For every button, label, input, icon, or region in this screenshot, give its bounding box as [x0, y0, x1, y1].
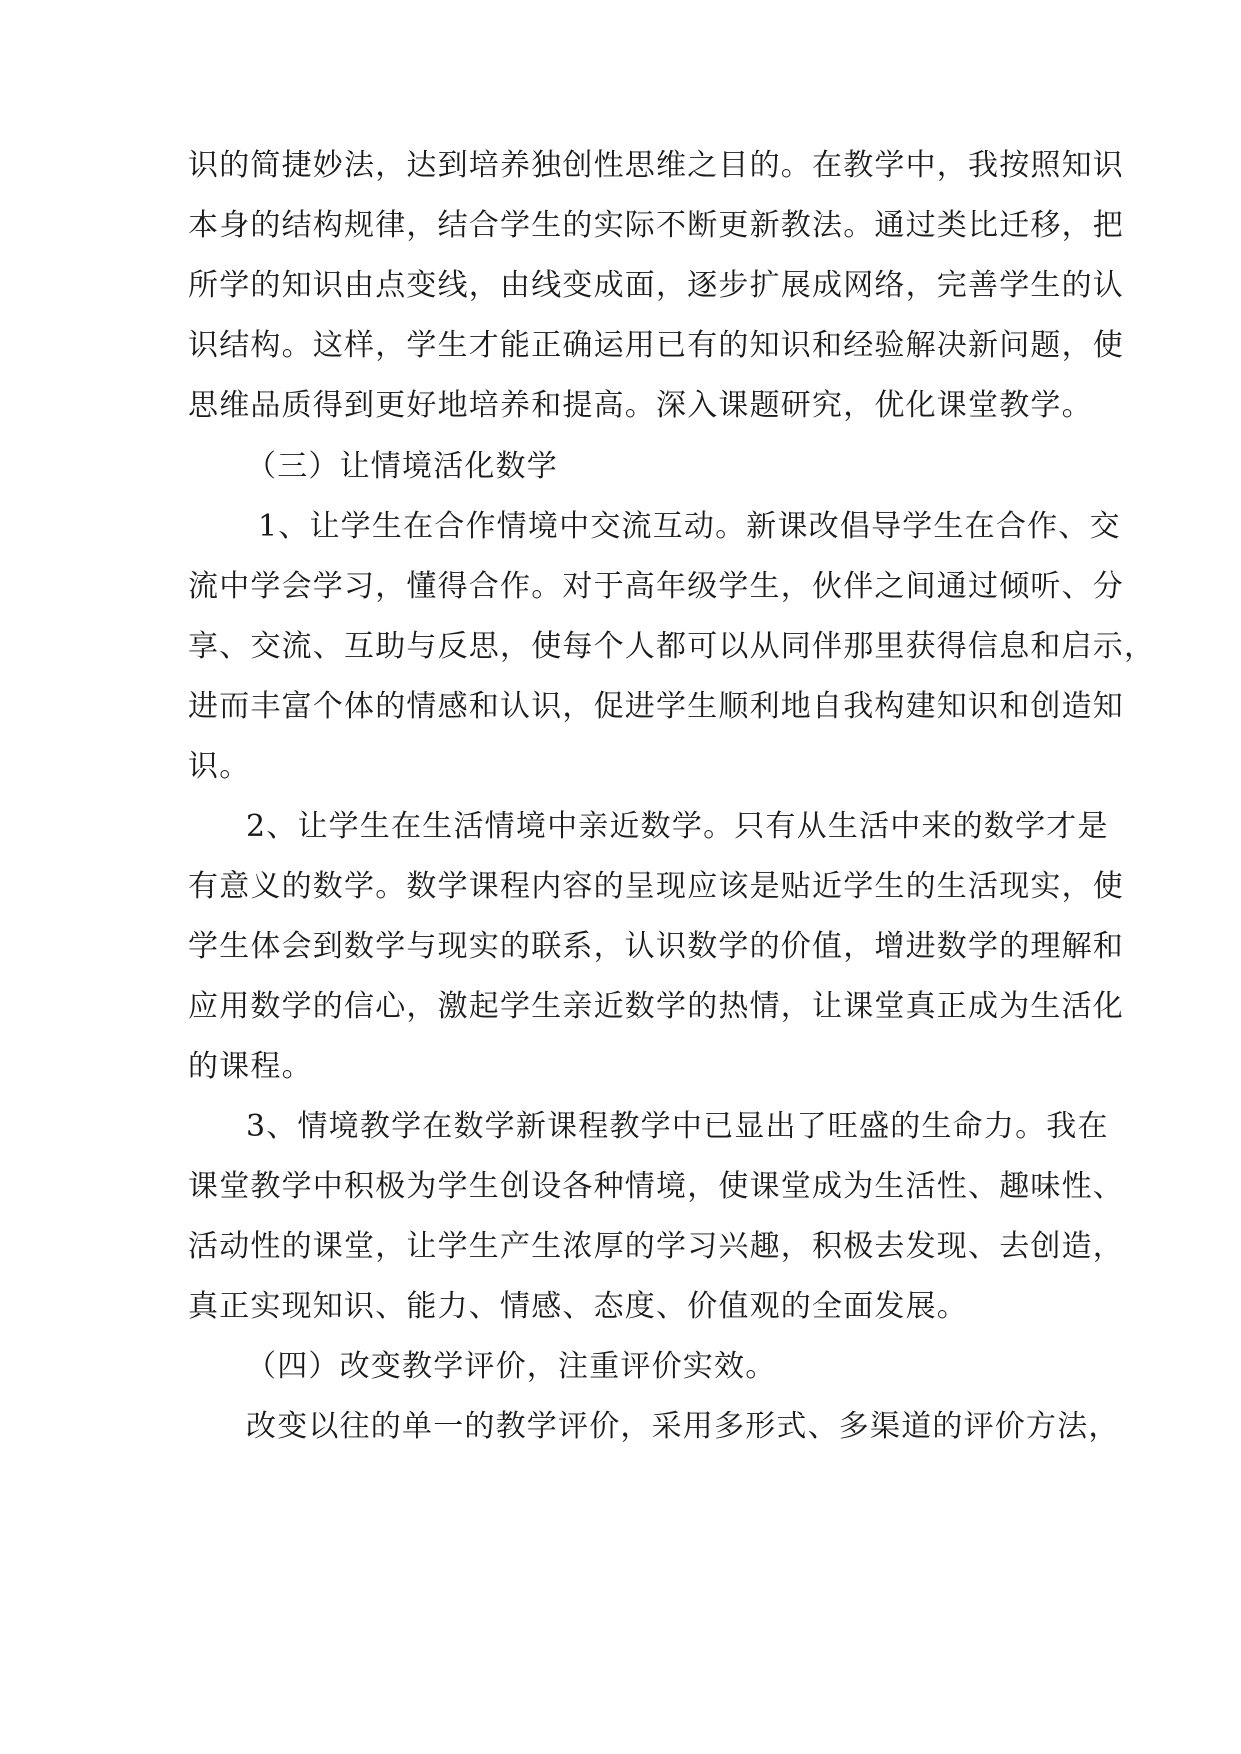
text-line: 学生体会到数学与现实的联系，认识数学的价值，增进数学的理解和 — [188, 929, 1124, 964]
text-line: 本身的结构规律，结合学生的实际不断更新教法。通过类比迁移，把 — [188, 208, 1124, 243]
text-line: 改变以往的单一的教学评价，采用多形式、多渠道的评价方法， — [246, 1409, 1120, 1444]
text-line: 享、交流、互助与反思，使每个人都可以从同伴那里获得信息和启示， — [188, 629, 1156, 664]
text-line: 2、让学生在生活情境中亲近数学。只有从生活中来的数学才是 — [246, 809, 1109, 844]
text-line: 所学的知识由点变线，由线变成面，逐步扩展成网络，完善学生的认 — [188, 268, 1124, 303]
text-line: 活动性的课堂，让学生产生浓厚的学习兴趣，积极去发现、去创造， — [188, 1229, 1124, 1264]
text-line: 的课程。 — [188, 1049, 313, 1084]
text-line: 3、情境教学在数学新课程教学中已显出了旺盛的生命力。我在 — [246, 1109, 1109, 1144]
text-line: 思维品质得到更好地培养和提高。深入课题研究，优化课堂教学。 — [188, 388, 1093, 423]
section-heading: （三）让情境活化数学 — [246, 449, 558, 484]
text-line: 识结构。这样，学生才能正确运用已有的知识和经验解决新问题，使 — [188, 328, 1124, 363]
text-line: 1、让学生在合作情境中交流互动。新课改倡导学生在合作、交 — [258, 509, 1121, 544]
text-line: 流中学会学习，懂得合作。对于高年级学生，伙伴之间通过倾听、分 — [188, 569, 1124, 604]
text-line: 真正实现知识、能力、情感、态度、价值观的全面发展。 — [188, 1289, 968, 1324]
text-line: 进而丰富个体的情感和认识，促进学生顺利地自我构建知识和创造知 — [188, 689, 1124, 724]
text-line: 识的简捷妙法，达到培养独创性思维之目的。在教学中，我按照知识 — [188, 148, 1124, 183]
section-heading: （四）改变教学评价，注重评价实效。 — [246, 1349, 777, 1384]
text-line: 识。 — [188, 749, 251, 784]
text-line: 课堂教学中积极为学生创设各种情境，使课堂成为生活性、趣味性、 — [188, 1169, 1124, 1204]
text-line: 应用数学的信心，激起学生亲近数学的热情，让课堂真正成为生活化 — [188, 989, 1124, 1024]
text-line: 有意义的数学。数学课程内容的呈现应该是贴近学生的生活现实，使 — [188, 869, 1124, 904]
